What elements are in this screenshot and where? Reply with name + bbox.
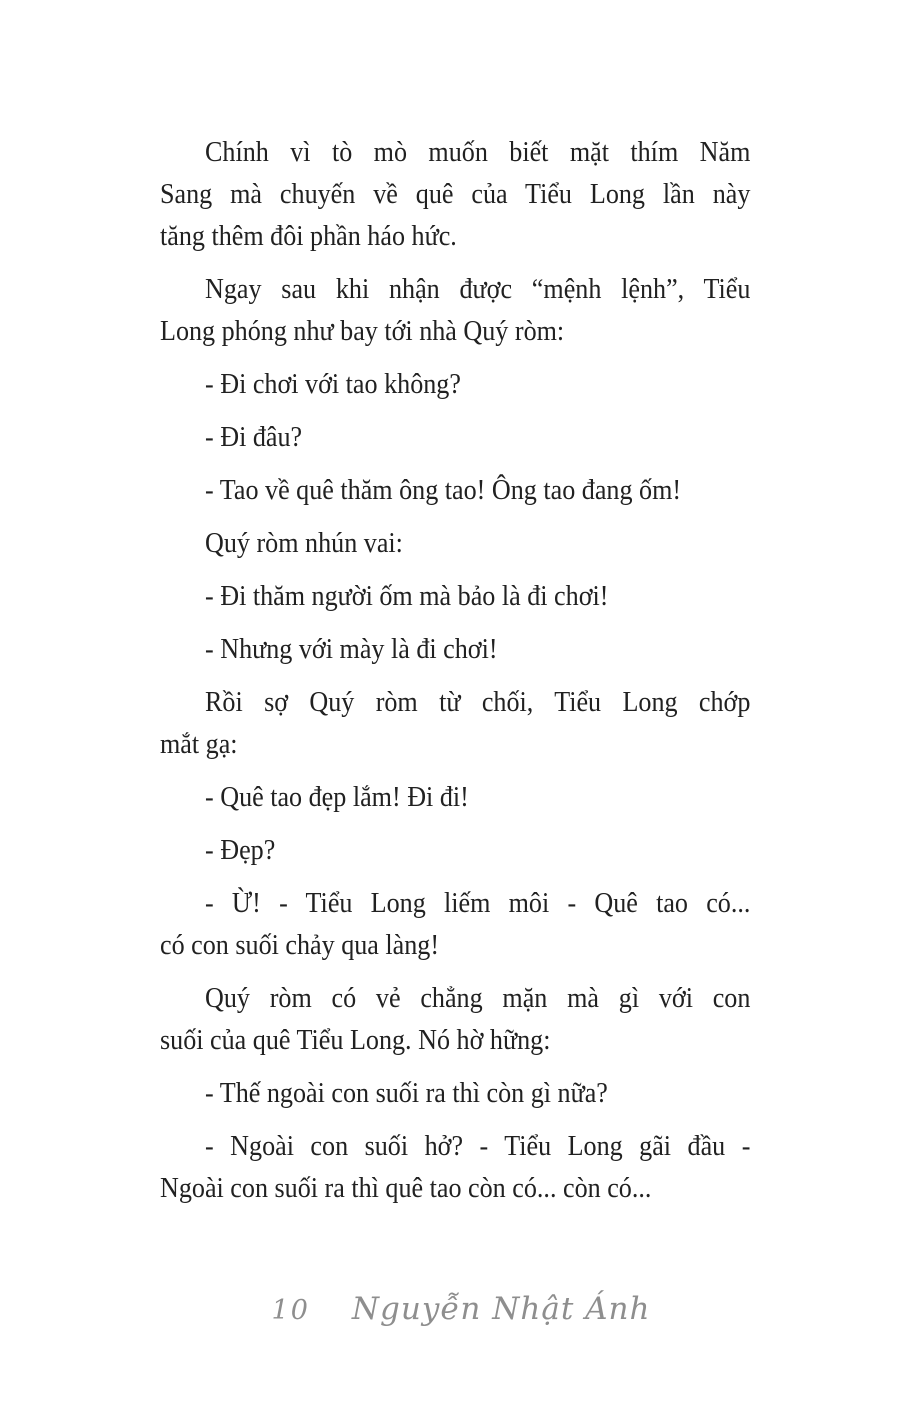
paragraph: [160, 681, 750, 765]
text-line: - Ngoài con suối hở? - Tiểu Long gãi đầu -: [205, 1130, 751, 1162]
text-line: có con suối chảy qua làng!: [160, 929, 440, 961]
page-number: 10: [271, 1295, 310, 1326]
text-line: - Thế ngoài con suối ra thì còn gì nữa?: [205, 1077, 608, 1109]
text-line: Quý ròm có vẻ chẳng mặn mà gì với con: [205, 982, 751, 1014]
paragraph: [160, 1125, 750, 1209]
paragraph: [160, 575, 750, 617]
paragraph: [160, 1072, 750, 1114]
paragraph: [160, 469, 750, 511]
text-line: Long phóng như bay tới nhà Quý ròm:: [160, 315, 565, 347]
text-line: - Quê tao đẹp lắm! Đi đi!: [205, 781, 469, 813]
text-line: suối của quê Tiểu Long. Nó hờ hững:: [160, 1024, 551, 1056]
text-line: Quý ròm nhún vai:: [205, 527, 403, 559]
text-line: - Ừ! - Tiểu Long liếm môi - Quê tao có...: [205, 887, 751, 919]
paragraph: [160, 829, 750, 871]
text-line: - Tao về quê thăm ông tao! Ông tao đang ốm!: [205, 474, 682, 506]
text-line: - Đi đâu?: [205, 421, 303, 453]
author-name: Nguyễn Nhật Ánh: [351, 1291, 651, 1327]
paragraph: [160, 776, 750, 818]
text-line: - Đi chơi với tao không?: [205, 368, 461, 400]
text-line: tăng thêm đôi phần háo hức.: [160, 220, 457, 252]
paragraph: [160, 977, 750, 1061]
text-line: Rồi sợ Quý ròm từ chối, Tiểu Long chớp: [205, 686, 751, 718]
text-line: Chính vì tò mò muốn biết mặt thím Năm: [205, 136, 751, 168]
text-line: Ngoài con suối ra thì quê tao còn có... còn có...: [160, 1172, 652, 1204]
text-line: - Nhưng với mày là đi chơi!: [205, 633, 498, 665]
text-line: Ngay sau khi nhận được “mệnh lệnh”, Tiểu: [205, 273, 751, 305]
text-line: mắt gạ:: [160, 728, 238, 760]
page-footer: [0, 1288, 922, 1336]
text-line: - Đi thăm người ốm mà bảo là đi chơi!: [205, 580, 609, 612]
paragraph: [160, 628, 750, 670]
paragraph: [160, 363, 750, 405]
paragraph: [160, 131, 750, 257]
text-line: - Đẹp?: [205, 834, 276, 866]
page-text-column: [160, 131, 750, 1220]
paragraph: [160, 522, 750, 564]
text-line: Sang mà chuyến về quê của Tiểu Long lần này: [160, 178, 751, 210]
paragraph: [160, 268, 750, 352]
paragraph: [160, 882, 750, 966]
paragraph: [160, 416, 750, 458]
